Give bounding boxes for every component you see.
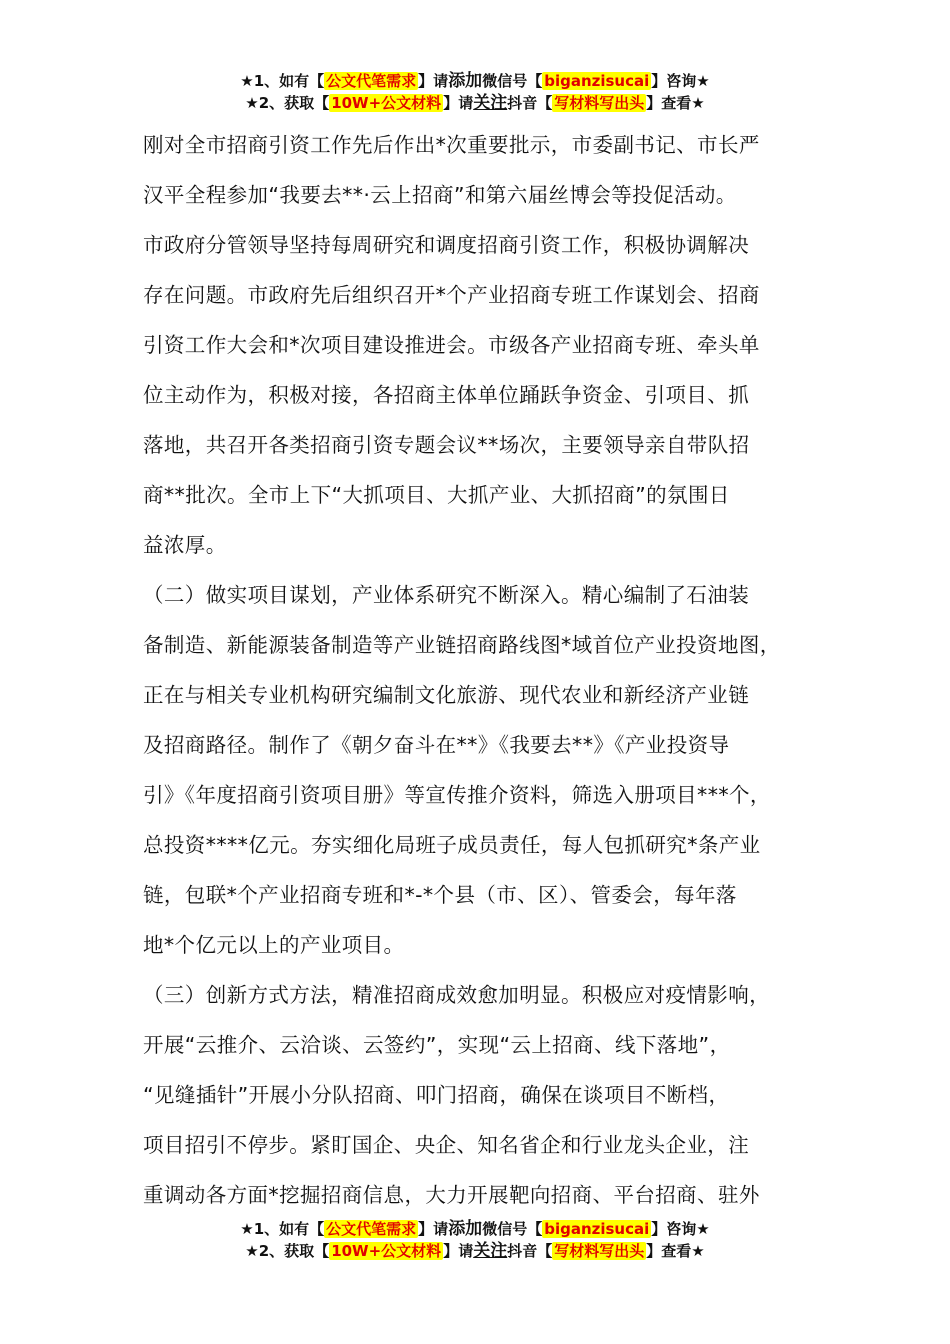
banner-text: 】请 <box>418 1220 449 1238</box>
wechat-id-highlight: biganzisucai <box>544 72 650 90</box>
banner-text: ★2、获取【 <box>245 1242 330 1260</box>
banner-text: ★1、如有【 <box>240 1220 325 1238</box>
banner-text: ★2、获取【 <box>245 94 330 112</box>
body-line: 重调动各方面*挖掘招商信息，大力开展靶向招商、平台招商、驻外 <box>143 1183 760 1207</box>
body-line: 及招商路径。制作了《朝夕奋斗在**》《我要去**》《产业投资导 <box>143 733 730 757</box>
banner-text: ★1、如有【 <box>240 72 325 90</box>
document-body <box>143 120 833 1220</box>
banner-text: 】请 <box>443 1242 474 1260</box>
banner-emphasis: 关注 <box>473 1241 508 1261</box>
banner-emphasis: 添加 <box>448 1219 483 1239</box>
body-line: 引资工作大会和*次项目建设推进会。市级各产业招商专班、牵头单 <box>143 333 760 357</box>
body-line: 汉平全程参加“我要去**·云上招商”和第六届丝博会等投促活动。 <box>143 183 737 207</box>
douyin-id-highlight: 写材料写出头 <box>554 94 645 112</box>
body-line: 地*个亿元以上的产业项目。 <box>143 933 405 957</box>
highlight-label: 10W+公文材料 <box>331 1242 442 1260</box>
banner-text: 】咨询★ <box>651 1220 710 1238</box>
body-line: 益浓厚。 <box>143 533 227 557</box>
header-banner <box>0 70 950 114</box>
body-line: 正在与相关专业机构研究编制文化旅游、现代农业和新经济产业链 <box>143 683 750 707</box>
banner-emphasis: 添加 <box>448 71 483 91</box>
body-line: 位主动作为，积极对接，各招商主体单位踊跃争资金、引项目、抓 <box>143 383 750 407</box>
highlight-label: 公文代笔需求 <box>326 72 417 90</box>
wechat-id-highlight: biganzisucai <box>544 1220 650 1238</box>
section-heading-line: （二）做实项目谋划，产业体系研究不断深入。精心编制了石油装 <box>143 583 750 607</box>
body-line: 落地，共召开各类招商引资专题会议**场次，主要领导亲自带队招 <box>143 433 750 457</box>
banner-text: 】查看★ <box>646 94 705 112</box>
body-line: 开展“云推介、云洽谈、云签约”，实现“云上招商、线下落地”， <box>143 1033 731 1057</box>
banner-line-1 <box>0 1218 950 1240</box>
banner-line-2 <box>0 1240 950 1262</box>
highlight-label: 公文代笔需求 <box>326 1220 417 1238</box>
body-line: 市政府分管领导坚持每周研究和调度招商引资工作，积极协调解决 <box>143 233 750 257</box>
banner-line-2 <box>0 92 950 114</box>
highlight-label: 10W+公文材料 <box>331 94 442 112</box>
banner-text: 抖音【 <box>507 94 553 112</box>
body-line: 备制造、新能源装备制造等产业链招商路线图*域首位产业投资地图， <box>143 633 781 657</box>
body-line: “见缝插针”开展小分队招商、叩门招商，确保在谈项目不断档， <box>143 1083 730 1107</box>
banner-text: 抖音【 <box>507 1242 553 1260</box>
body-line: 链，包联*个产业招商专班和*-*个县（市、区）、管委会，每年落 <box>143 883 737 907</box>
banner-text: 微信号【 <box>482 1220 543 1238</box>
body-line: 存在问题。市政府先后组织召开*个产业招商专班工作谋划会、招商 <box>143 283 760 307</box>
banner-emphasis: 关注 <box>473 93 508 113</box>
banner-text: 】请 <box>418 72 449 90</box>
body-line: 商**批次。全市上下“大抓项目、大抓产业、大抓招商”的氛围日 <box>143 483 730 507</box>
body-line: 刚对全市招商引资工作先后作出*次重要批示，市委副书记、市长严 <box>143 133 760 157</box>
banner-text: 】咨询★ <box>651 72 710 90</box>
body-line: 引》《年度招商引资项目册》等宣传推介资料，筛选入册项目***个， <box>143 783 771 807</box>
footer-banner <box>0 1218 950 1262</box>
body-line: 总投资****亿元。夯实细化局班子成员责任，每人包抓研究*条产业 <box>143 833 761 857</box>
banner-text: 】查看★ <box>646 1242 705 1260</box>
section-heading-line: （三）创新方式方法，精准招商成效愈加明显。积极应对疫情影响， <box>143 983 770 1007</box>
douyin-id-highlight: 写材料写出头 <box>554 1242 645 1260</box>
body-line: 项目招引不停步。紧盯国企、央企、知名省企和行业龙头企业，注 <box>143 1133 750 1157</box>
banner-text: 微信号【 <box>482 72 543 90</box>
banner-text: 】请 <box>443 94 474 112</box>
banner-line-1 <box>0 70 950 92</box>
